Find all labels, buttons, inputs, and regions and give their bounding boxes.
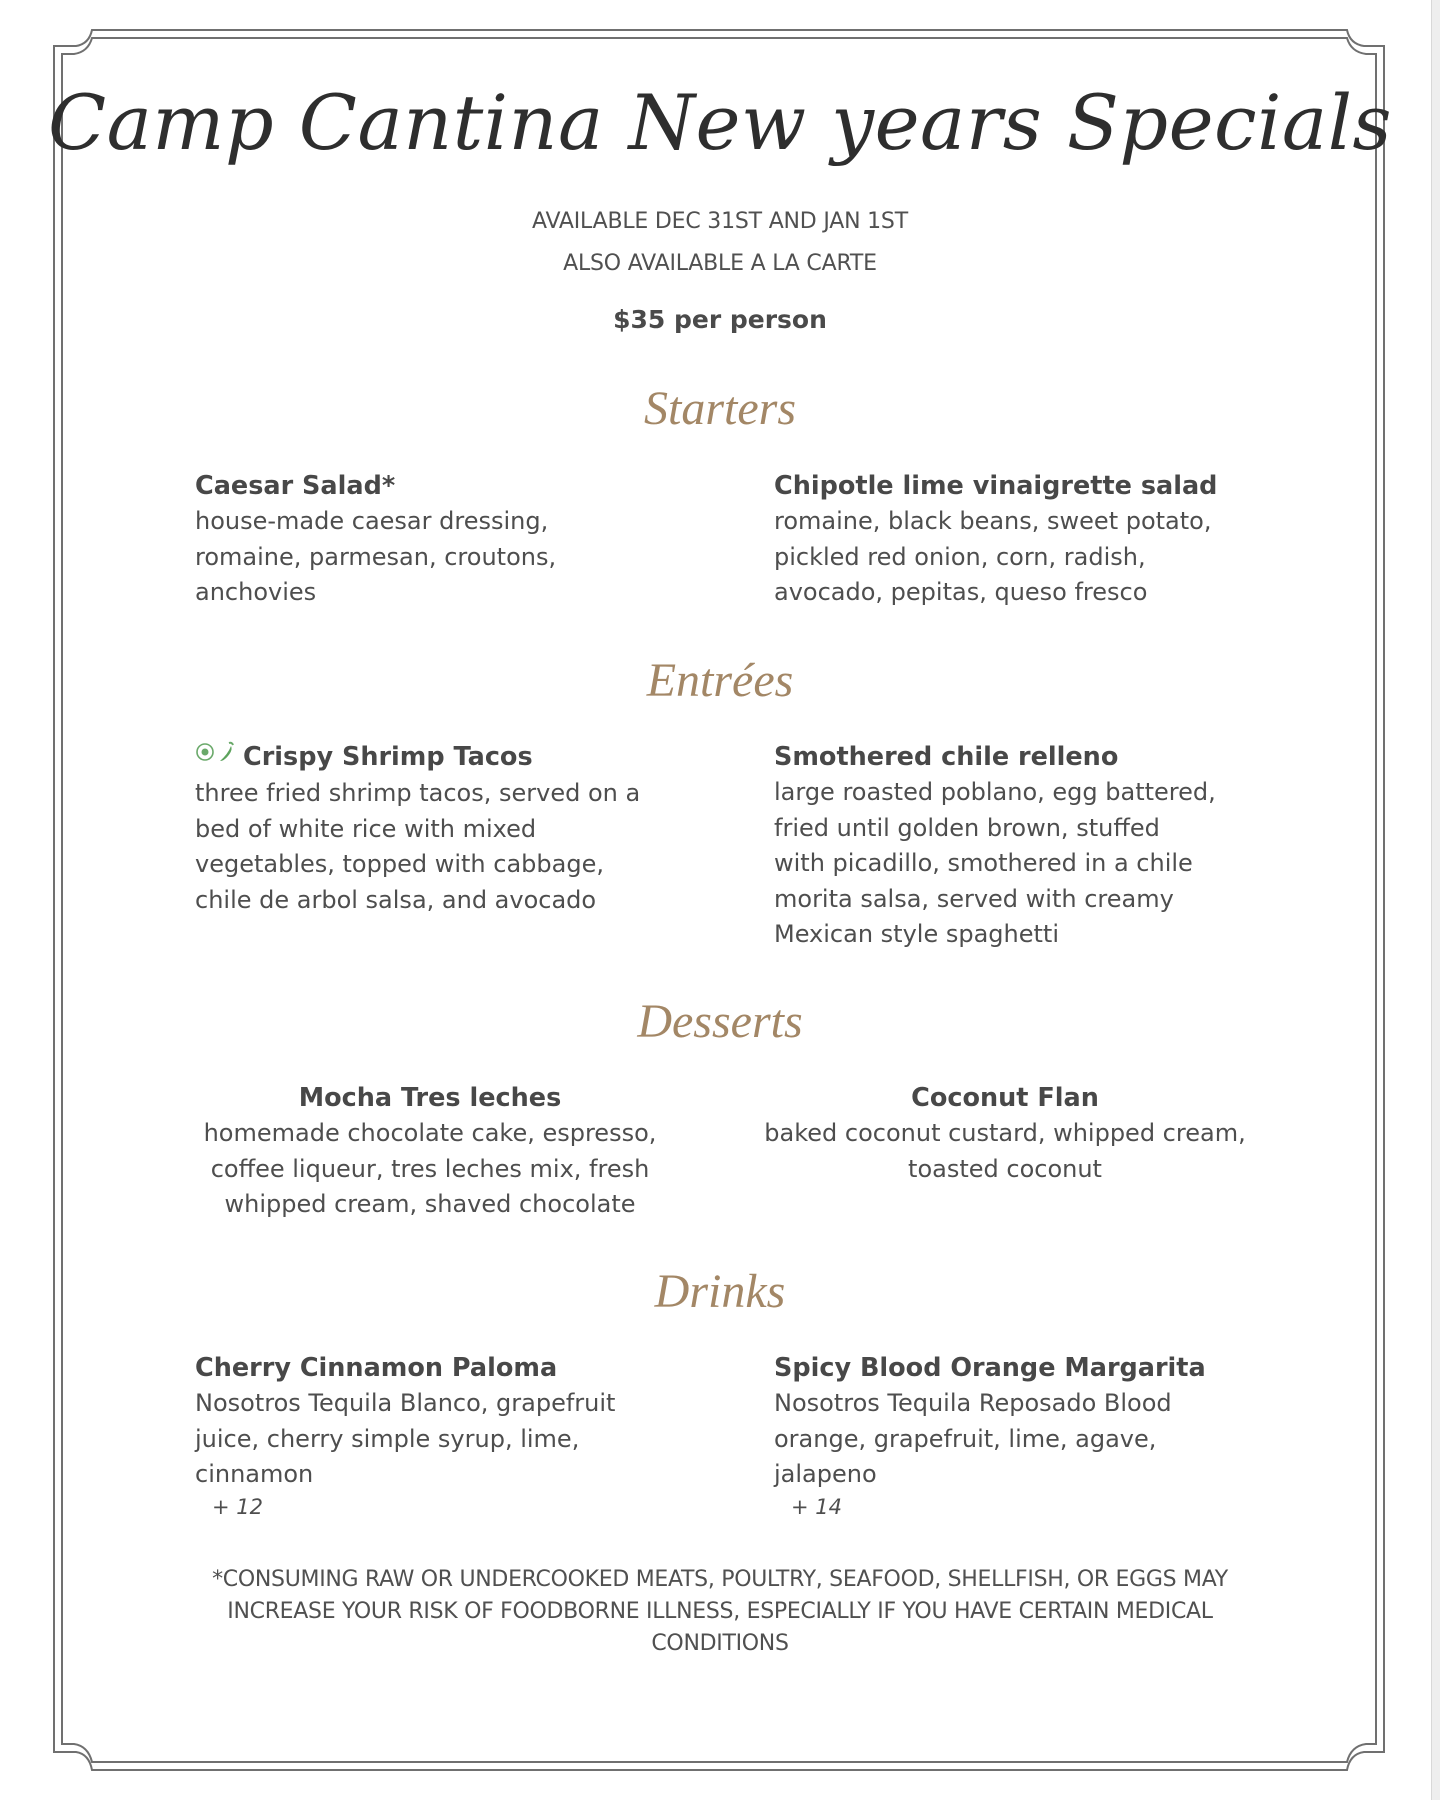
desc-line: with picadillo, smothered in a chile bbox=[774, 849, 1193, 877]
desc-line: Nosotros Tequila Blanco, grapefruit bbox=[195, 1389, 616, 1417]
item-description bbox=[195, 776, 665, 918]
availability-note: ALSO AVAILABLE A LA CARTE bbox=[563, 251, 877, 276]
item-name: Smothered chile relleno bbox=[774, 742, 1119, 772]
desc-line: homemade chocolate cake, espresso, bbox=[203, 1119, 657, 1147]
desc-line: pickled red onion, corn, radish, bbox=[774, 542, 1146, 571]
desc-line: vegetables, topped with cabbage, bbox=[195, 850, 604, 878]
disclaimer-line: *CONSUMING RAW OR UNDERCOOKED MEATS, POULTRY, SEAFOOD, SHELLFISH, OR EGGS MAY bbox=[212, 1567, 1228, 1592]
item-description bbox=[774, 504, 1244, 611]
desc-line: coffee liqueur, tres leches mix, fresh bbox=[210, 1154, 650, 1183]
item-description bbox=[774, 775, 1244, 953]
item-name: Chipotle lime vinaigrette salad bbox=[774, 471, 1218, 501]
dietary-badges bbox=[195, 738, 239, 774]
item-description bbox=[195, 1116, 665, 1223]
desc-line: romaine, parmesan, croutons, bbox=[195, 542, 557, 571]
section-title-entrees: Entrées bbox=[646, 654, 794, 707]
menu-item-crispy-shrimp-tacos bbox=[195, 739, 665, 918]
desc-line: Nosotros Tequila Reposado Blood bbox=[774, 1389, 1172, 1417]
menu-item-blood-orange-margarita bbox=[774, 1350, 1244, 1521]
item-name-row bbox=[195, 739, 665, 776]
food-safety-disclaimer bbox=[190, 1564, 1250, 1660]
desc-line: three fried shrimp tacos, served on a bbox=[195, 779, 641, 807]
section-title-drinks: Drinks bbox=[654, 1265, 786, 1318]
desc-line: anchovies bbox=[195, 578, 317, 606]
spicy-pepper-icon bbox=[220, 743, 233, 761]
item-description bbox=[774, 1386, 1244, 1493]
menu-item-caesar-salad bbox=[195, 468, 665, 611]
desc-line: morita salsa, served with creamy bbox=[774, 884, 1174, 913]
desc-line: chile de arbol salsa, and avocado bbox=[195, 885, 597, 914]
desc-line: fried until golden brown, stuffed bbox=[774, 813, 1160, 842]
menu-item-cherry-paloma bbox=[195, 1350, 665, 1521]
menu-item-chipotle-salad bbox=[774, 468, 1244, 611]
menu-title: Camp Cantina New years Specials bbox=[47, 78, 1393, 167]
desc-line: whipped cream, shaved chocolate bbox=[224, 1190, 636, 1218]
item-price: + 14 bbox=[791, 1494, 842, 1519]
desc-line: romaine, black beans, sweet potato, bbox=[774, 507, 1212, 535]
desc-line: baked coconut custard, whipped cream, bbox=[764, 1119, 1246, 1147]
item-price: + 12 bbox=[212, 1494, 263, 1519]
desc-line: cinnamon bbox=[195, 1460, 314, 1488]
gluten-free-icon bbox=[197, 744, 213, 760]
section-title-starters: Starters bbox=[643, 382, 796, 435]
item-name: Cherry Cinnamon Paloma bbox=[195, 1353, 558, 1383]
desc-line: avocado, pepitas, queso fresco bbox=[774, 578, 1148, 606]
item-name: Spicy Blood Orange Margarita bbox=[774, 1353, 1206, 1383]
item-name: Mocha Tres leches bbox=[298, 1083, 562, 1113]
menu-item-coconut-flan bbox=[760, 1080, 1250, 1187]
item-name: Caesar Salad* bbox=[195, 471, 396, 501]
disclaimer-line: CONDITIONS bbox=[651, 1631, 789, 1656]
menu-item-mocha-tres-leches bbox=[195, 1080, 665, 1223]
item-description bbox=[760, 1116, 1250, 1187]
desc-line: orange, grapefruit, lime, agave, bbox=[774, 1424, 1157, 1453]
desc-line: bed of white rice with mixed bbox=[195, 814, 537, 843]
item-name: Crispy Shrimp Tacos bbox=[243, 742, 533, 772]
desc-line: house-made caesar dressing, bbox=[195, 507, 549, 535]
availability-dates: AVAILABLE DEC 31ST AND JAN 1ST bbox=[532, 209, 908, 234]
item-description bbox=[195, 504, 665, 611]
desc-line: large roasted poblano, egg battered, bbox=[774, 778, 1216, 806]
section-title-desserts: Desserts bbox=[637, 995, 803, 1048]
desc-line: Mexican style spaghetti bbox=[774, 920, 1059, 948]
desc-line: jalapeno bbox=[774, 1460, 877, 1488]
menu-price: $35 per person bbox=[613, 305, 827, 334]
item-description bbox=[195, 1386, 665, 1493]
desc-line: toasted coconut bbox=[908, 1154, 1102, 1183]
disclaimer-line: INCREASE YOUR RISK OF FOODBORNE ILLNESS, ESPECIALLY IF YOU HAVE CERTAIN MEDICAL bbox=[227, 1599, 1213, 1624]
desc-line: juice, cherry simple syrup, lime, bbox=[195, 1424, 580, 1453]
item-name: Coconut Flan bbox=[911, 1083, 1099, 1113]
menu-item-chile-relleno bbox=[774, 739, 1244, 953]
